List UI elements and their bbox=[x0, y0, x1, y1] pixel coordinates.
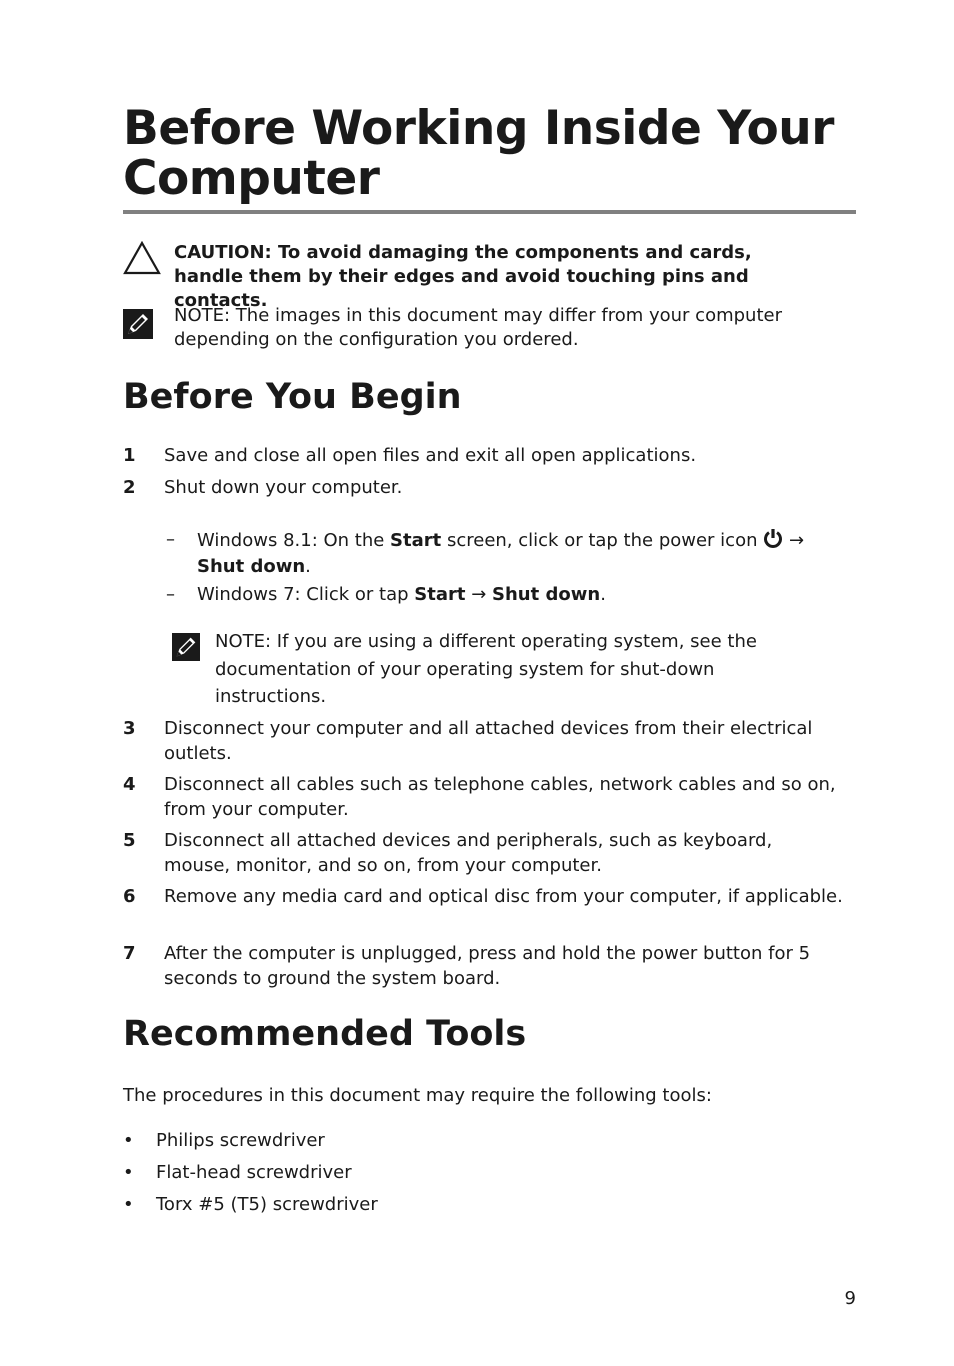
section-heading-before-you-begin: Before You Begin bbox=[123, 377, 462, 417]
note-label: NOTE: bbox=[174, 305, 231, 326]
arrow-glyph: → bbox=[783, 530, 805, 551]
step-text: Disconnect your computer and all attached devices from their electrical outlets. bbox=[164, 718, 813, 764]
step-number: 1 bbox=[123, 445, 136, 466]
tool-name: Torx #5 (T5) screwdriver bbox=[156, 1194, 378, 1215]
step-text: Shut down your computer. bbox=[164, 477, 403, 498]
tool-name: Philips screwdriver bbox=[156, 1130, 325, 1151]
step-text: Remove any media card and optical disc from your computer, if applicable. bbox=[164, 886, 843, 907]
bullet-marker: • bbox=[123, 1162, 134, 1183]
note-text bbox=[174, 304, 824, 352]
sub-text: screen, click or tap the power icon bbox=[441, 530, 764, 551]
power-icon bbox=[763, 528, 783, 555]
note-text bbox=[215, 628, 805, 711]
caution-triangle-icon bbox=[123, 241, 161, 279]
note-label: NOTE: bbox=[215, 631, 272, 652]
step-text: Save and close all open files and exit all open applications. bbox=[164, 445, 697, 466]
shutdown-term: Shut down bbox=[492, 584, 601, 605]
dash-marker: – bbox=[166, 584, 175, 605]
step-text: Disconnect all attached devices and peripherals, such as keyboard, mouse, monitor, and so on, from your computer. bbox=[164, 830, 773, 876]
section-heading-recommended-tools: Recommended Tools bbox=[123, 1014, 527, 1054]
tool-name: Flat-head screwdriver bbox=[156, 1162, 352, 1183]
sub-text: Windows 8.1: On the bbox=[197, 530, 391, 551]
step-text: After the computer is unplugged, press and hold the power button for 5 seconds to ground the system board. bbox=[164, 943, 811, 989]
caution-text: CAUTION: To avoid damaging the components and cards, handle them by their edges and avoid touching pins and contacts. bbox=[174, 242, 752, 311]
tools-intro: The procedures in this document may require the following tools: bbox=[123, 1085, 712, 1106]
page-title: Before Working Inside Your Computer bbox=[123, 101, 834, 206]
sub-text: Windows 7: Click or tap bbox=[197, 584, 415, 605]
sub-text: . bbox=[305, 556, 311, 577]
page-number: 9 bbox=[844, 1288, 856, 1309]
note-pencil-icon bbox=[123, 309, 153, 343]
start-term: Start bbox=[390, 530, 442, 551]
sub-text: . bbox=[600, 584, 606, 605]
step-number: 3 bbox=[123, 718, 136, 739]
step-text: Disconnect all cables such as telephone cables, network cables and so on, from your computer. bbox=[164, 774, 836, 820]
start-term: Start bbox=[414, 584, 466, 605]
note-pencil-icon bbox=[172, 633, 200, 665]
step-number: 6 bbox=[123, 886, 136, 907]
dash-marker: – bbox=[166, 529, 175, 550]
note-body: If you are using a different operating system, see the documentation of your operating system for shut-down instructions. bbox=[215, 631, 757, 707]
title-divider bbox=[123, 210, 856, 214]
step-number: 5 bbox=[123, 830, 136, 851]
shutdown-term: Shut down bbox=[197, 556, 306, 577]
step-number: 4 bbox=[123, 774, 136, 795]
step-number: 7 bbox=[123, 943, 136, 964]
step-number: 2 bbox=[123, 477, 136, 498]
bullet-marker: • bbox=[123, 1194, 134, 1215]
note-body: The images in this document may differ from your computer depending on the configuration you ordered. bbox=[174, 305, 782, 350]
bullet-marker: • bbox=[123, 1130, 134, 1151]
arrow-glyph: → bbox=[465, 584, 493, 605]
